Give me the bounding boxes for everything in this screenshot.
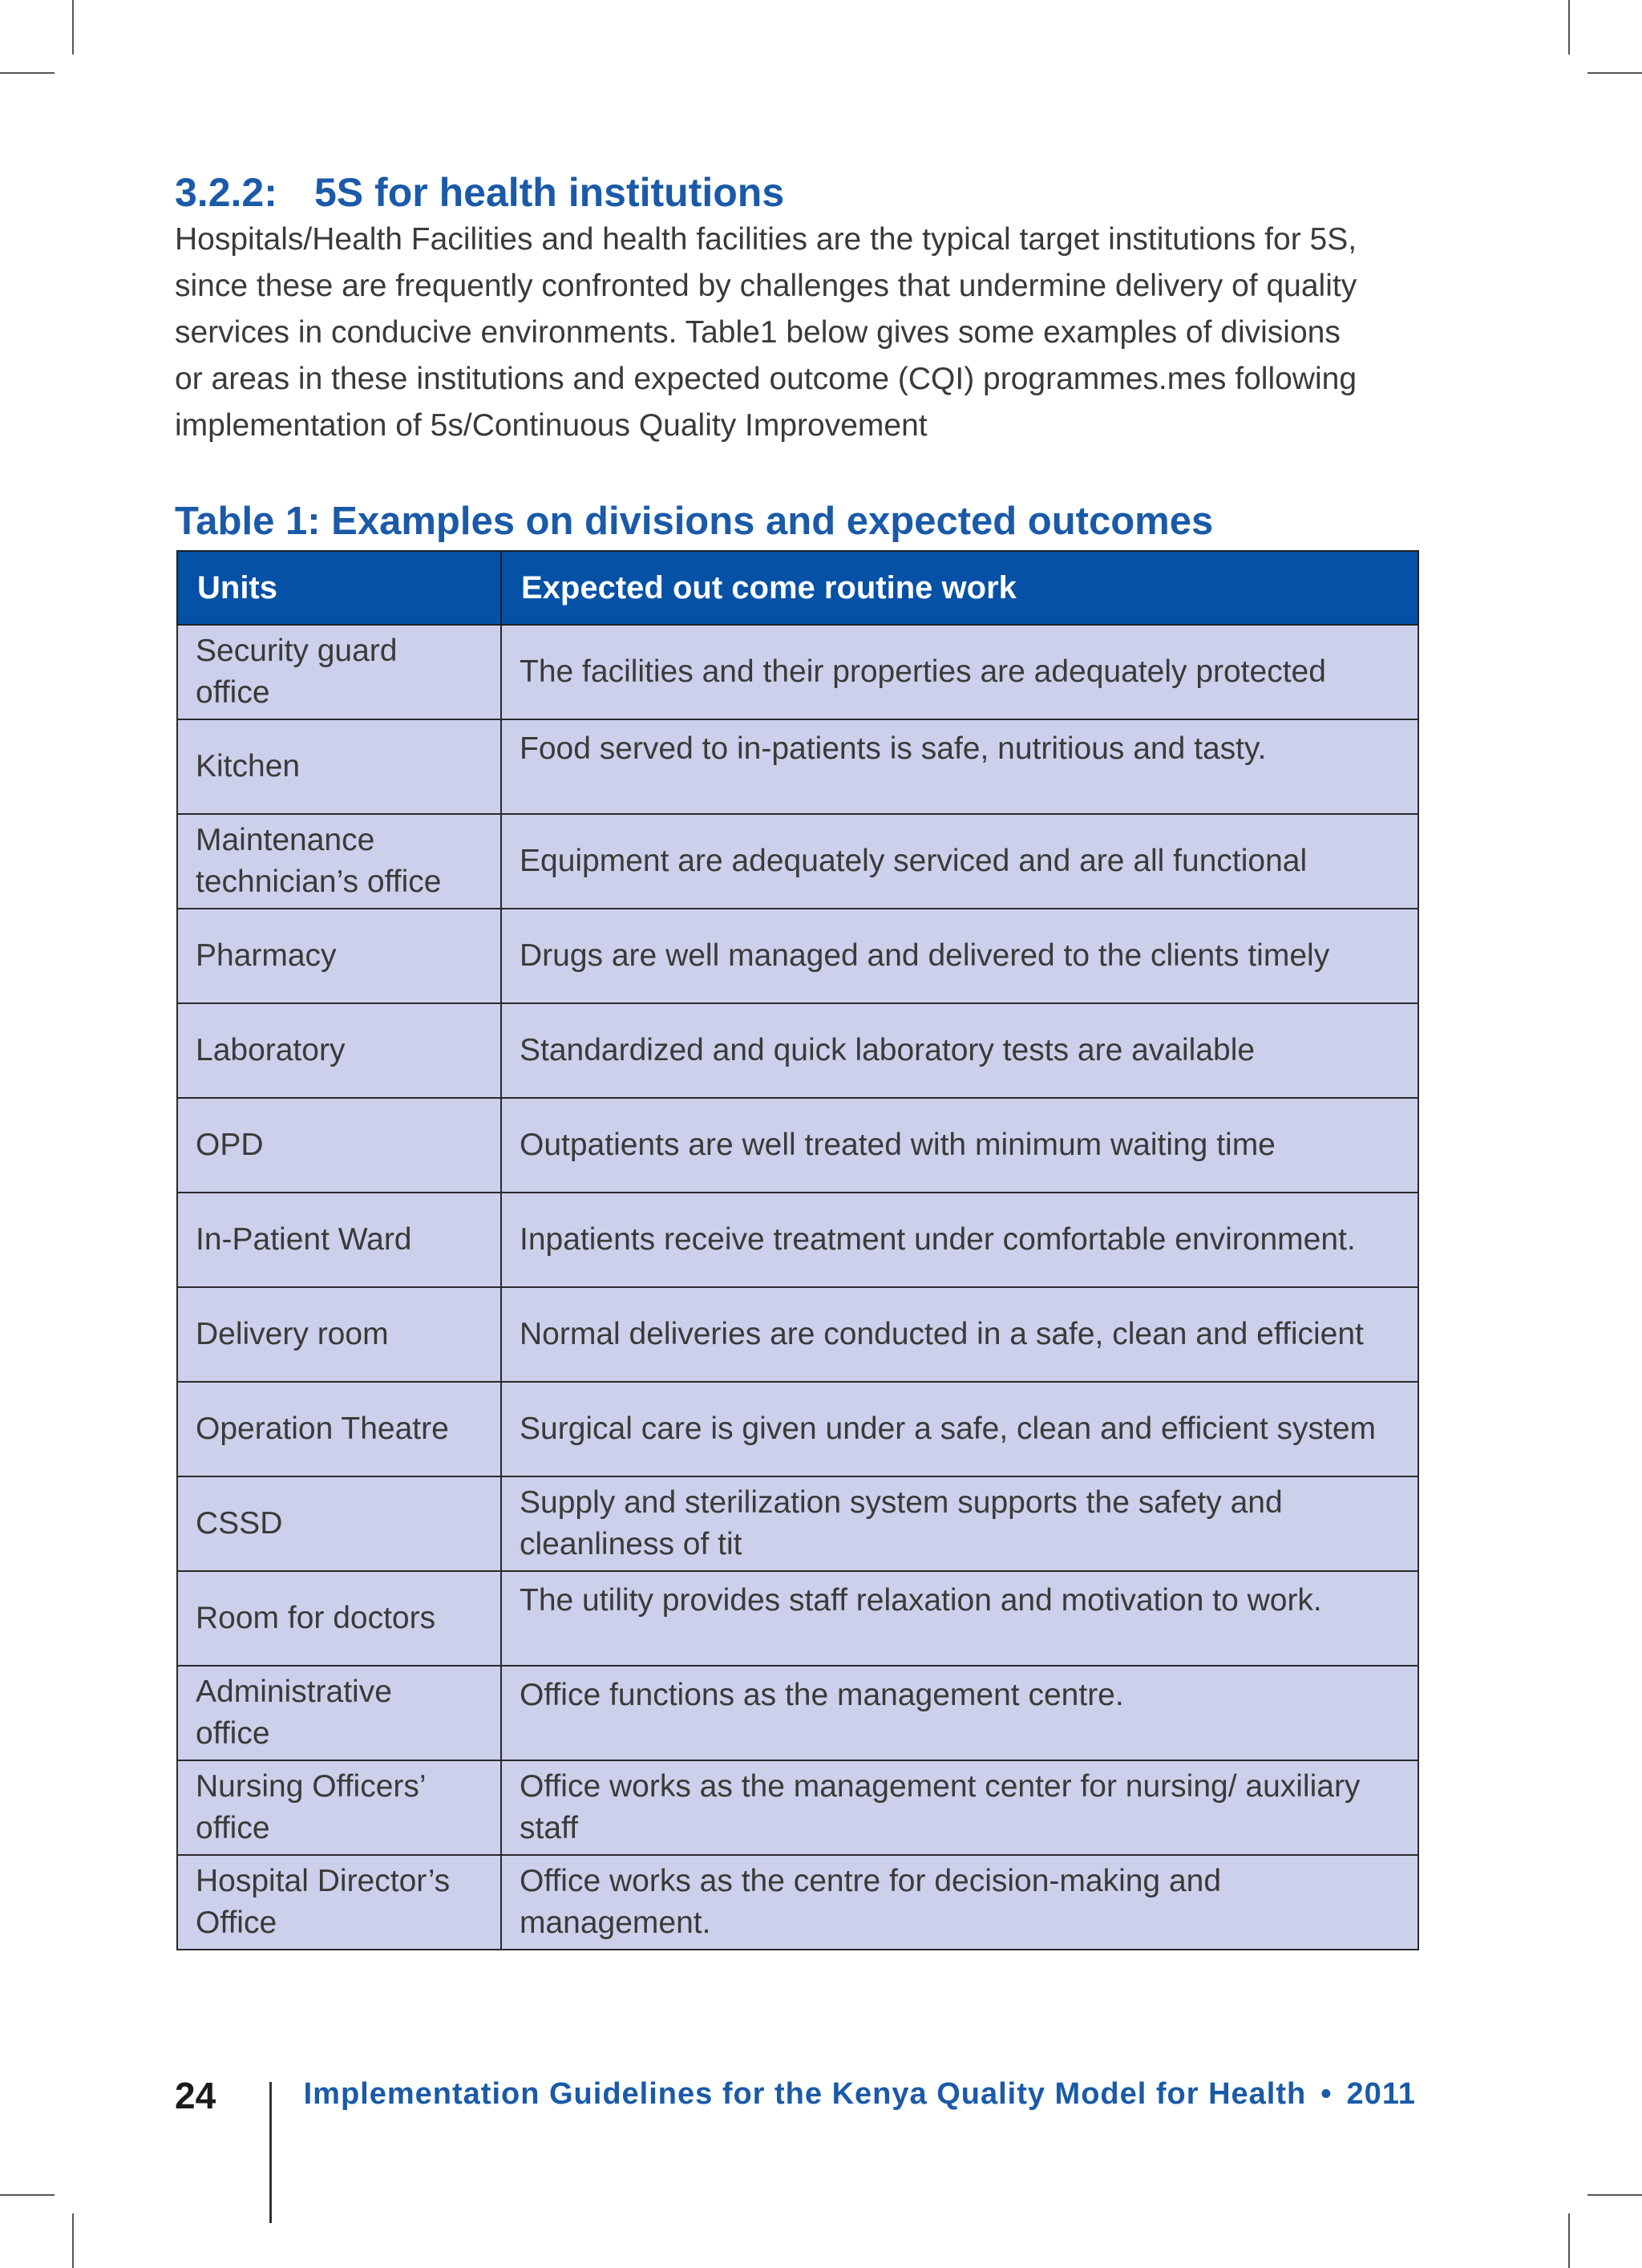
outcome-line: The facilities and their properties are adequately protected — [520, 654, 1326, 689]
unit-line: Room for doctors — [196, 1601, 436, 1635]
unit-cell — [177, 909, 501, 1003]
intro-line: or areas in these institutions and expected outcome (CQI) programmes.mes following — [175, 362, 1357, 396]
outcome-line: Surgical care is given under a safe, clean and efficient system — [520, 1411, 1377, 1446]
unit-cell — [177, 814, 501, 909]
section-heading — [175, 167, 784, 218]
footer-title: Implementation Guidelines for the Kenya Quality Model for Health — [303, 2077, 1307, 2111]
table-row — [177, 1855, 1418, 1950]
table-row — [177, 1571, 1418, 1666]
unit-cell — [177, 1098, 501, 1193]
unit-line: Maintenance — [196, 823, 375, 857]
table-row — [177, 814, 1418, 909]
unit-cell — [177, 1476, 501, 1571]
outcome-cell — [501, 1003, 1418, 1098]
outcome-line: Drugs are well managed and delivered to the clients timely — [520, 938, 1330, 973]
unit-line: technician’s office — [196, 865, 442, 899]
table-row — [177, 719, 1418, 814]
crop-mark — [1587, 2194, 1642, 2196]
outcome-cell — [501, 1666, 1418, 1760]
unit-line: Security guard — [196, 634, 398, 668]
crop-mark — [1568, 2213, 1570, 2268]
unit-line: office — [196, 1811, 270, 1845]
unit-line: office — [196, 675, 270, 710]
unit-line: Nursing Officers’ — [196, 1769, 427, 1804]
outcome-line: Inpatients receive treatment under comfortable environment. — [520, 1222, 1356, 1257]
outcome-line: Normal deliveries are conducted in a safe, clean and efficient — [520, 1317, 1364, 1351]
outcome-cell — [501, 719, 1418, 814]
unit-cell — [177, 1193, 501, 1287]
intro-paragraph — [175, 217, 1409, 449]
outcome-line: staff — [520, 1811, 578, 1845]
outcomes-table — [176, 550, 1419, 1950]
outcome-line: Supply and sterilization system supports the safety and — [520, 1485, 1283, 1520]
outcome-line: Office functions as the management centre. — [520, 1678, 1124, 1712]
table-header-row — [177, 551, 1418, 625]
table-row — [177, 1003, 1418, 1098]
unit-line: Operation Theatre — [196, 1411, 449, 1446]
unit-cell — [177, 1382, 501, 1476]
outcome-cell — [501, 1571, 1418, 1666]
footer-separator: • — [1320, 2077, 1333, 2111]
intro-line: Hospitals/Health Facilities and health facilities are the typical target institutions for 5S, — [175, 222, 1357, 257]
outcome-cell — [501, 1098, 1418, 1193]
section-title: 5S for health institutions — [314, 170, 785, 215]
intro-line: implementation of 5s/Continuous Quality Improvement — [175, 408, 928, 443]
unit-cell — [177, 1855, 501, 1950]
outcome-cell — [501, 909, 1418, 1003]
outcome-cell — [501, 814, 1418, 909]
table-row — [177, 1476, 1418, 1571]
unit-line: Delivery room — [196, 1317, 389, 1351]
crop-mark — [1568, 0, 1570, 55]
outcome-line: The utility provides staff relaxation and motivation to work. — [520, 1583, 1322, 1618]
section-number: 3.2.2: — [175, 170, 277, 215]
unit-line: CSSD — [196, 1506, 283, 1541]
outcome-cell — [501, 625, 1418, 719]
unit-cell — [177, 1287, 501, 1382]
header-outcome: Expected out come routine work — [501, 551, 1418, 625]
table-row — [177, 1287, 1418, 1382]
outcome-cell — [501, 1382, 1418, 1476]
unit-line: Hospital Director’s — [196, 1864, 451, 1898]
intro-line: services in conducive environments. Table1 below gives some examples of divisions — [175, 315, 1341, 350]
unit-line: Kitchen — [196, 749, 301, 784]
unit-cell — [177, 1760, 501, 1855]
footer-divider — [269, 2082, 272, 2223]
outcome-cell — [501, 1855, 1418, 1950]
unit-cell — [177, 625, 501, 719]
unit-cell — [177, 719, 501, 814]
unit-line: office — [196, 1716, 270, 1751]
outcome-line: Office works as the management center for nursing/ auxiliary — [520, 1769, 1361, 1804]
crop-mark — [0, 2194, 55, 2196]
unit-cell — [177, 1003, 501, 1098]
table-title: Table 1: Examples on divisions and expected outcomes — [175, 500, 1214, 543]
unit-line: Laboratory — [196, 1033, 346, 1067]
unit-line: Office — [196, 1906, 277, 1940]
crop-mark — [72, 2213, 74, 2268]
unit-cell — [177, 1666, 501, 1760]
unit-line: Pharmacy — [196, 938, 337, 973]
header-units: Units — [177, 551, 501, 625]
table-row — [177, 1382, 1418, 1476]
unit-cell — [177, 1571, 501, 1666]
footer-year: 2011 — [1346, 2077, 1416, 2111]
table-row — [177, 1098, 1418, 1193]
page-number: 24 — [175, 2075, 216, 2116]
unit-line: In-Patient Ward — [196, 1222, 412, 1257]
outcome-cell — [501, 1193, 1418, 1287]
outcome-line: Office works as the centre for decision-making and — [520, 1864, 1222, 1898]
table-row — [177, 1760, 1418, 1855]
running-footer — [304, 2077, 1416, 2112]
intro-line: since these are frequently confronted by challenges that undermine delivery of quality — [175, 269, 1357, 303]
outcome-cell — [501, 1760, 1418, 1855]
outcome-cell — [501, 1287, 1418, 1382]
table-row — [177, 1193, 1418, 1287]
outcome-line: Standardized and quick laboratory tests are available — [520, 1033, 1256, 1067]
unit-line: OPD — [196, 1128, 264, 1162]
crop-mark — [1587, 72, 1642, 74]
outcome-cell — [501, 1476, 1418, 1571]
outcome-line: cleanliness of tit — [520, 1527, 742, 1561]
crop-mark — [72, 0, 74, 55]
table-row — [177, 909, 1418, 1003]
unit-line: Administrative — [196, 1675, 392, 1709]
crop-mark — [0, 72, 55, 74]
outcome-line: Equipment are adequately serviced and are all functional — [520, 844, 1308, 878]
outcome-line: management. — [520, 1906, 711, 1940]
outcome-line: Food served to in-patients is safe, nutritious and tasty. — [520, 731, 1267, 766]
table-row — [177, 1666, 1418, 1760]
table-row — [177, 625, 1418, 719]
outcome-line: Outpatients are well treated with minimum waiting time — [520, 1128, 1276, 1162]
